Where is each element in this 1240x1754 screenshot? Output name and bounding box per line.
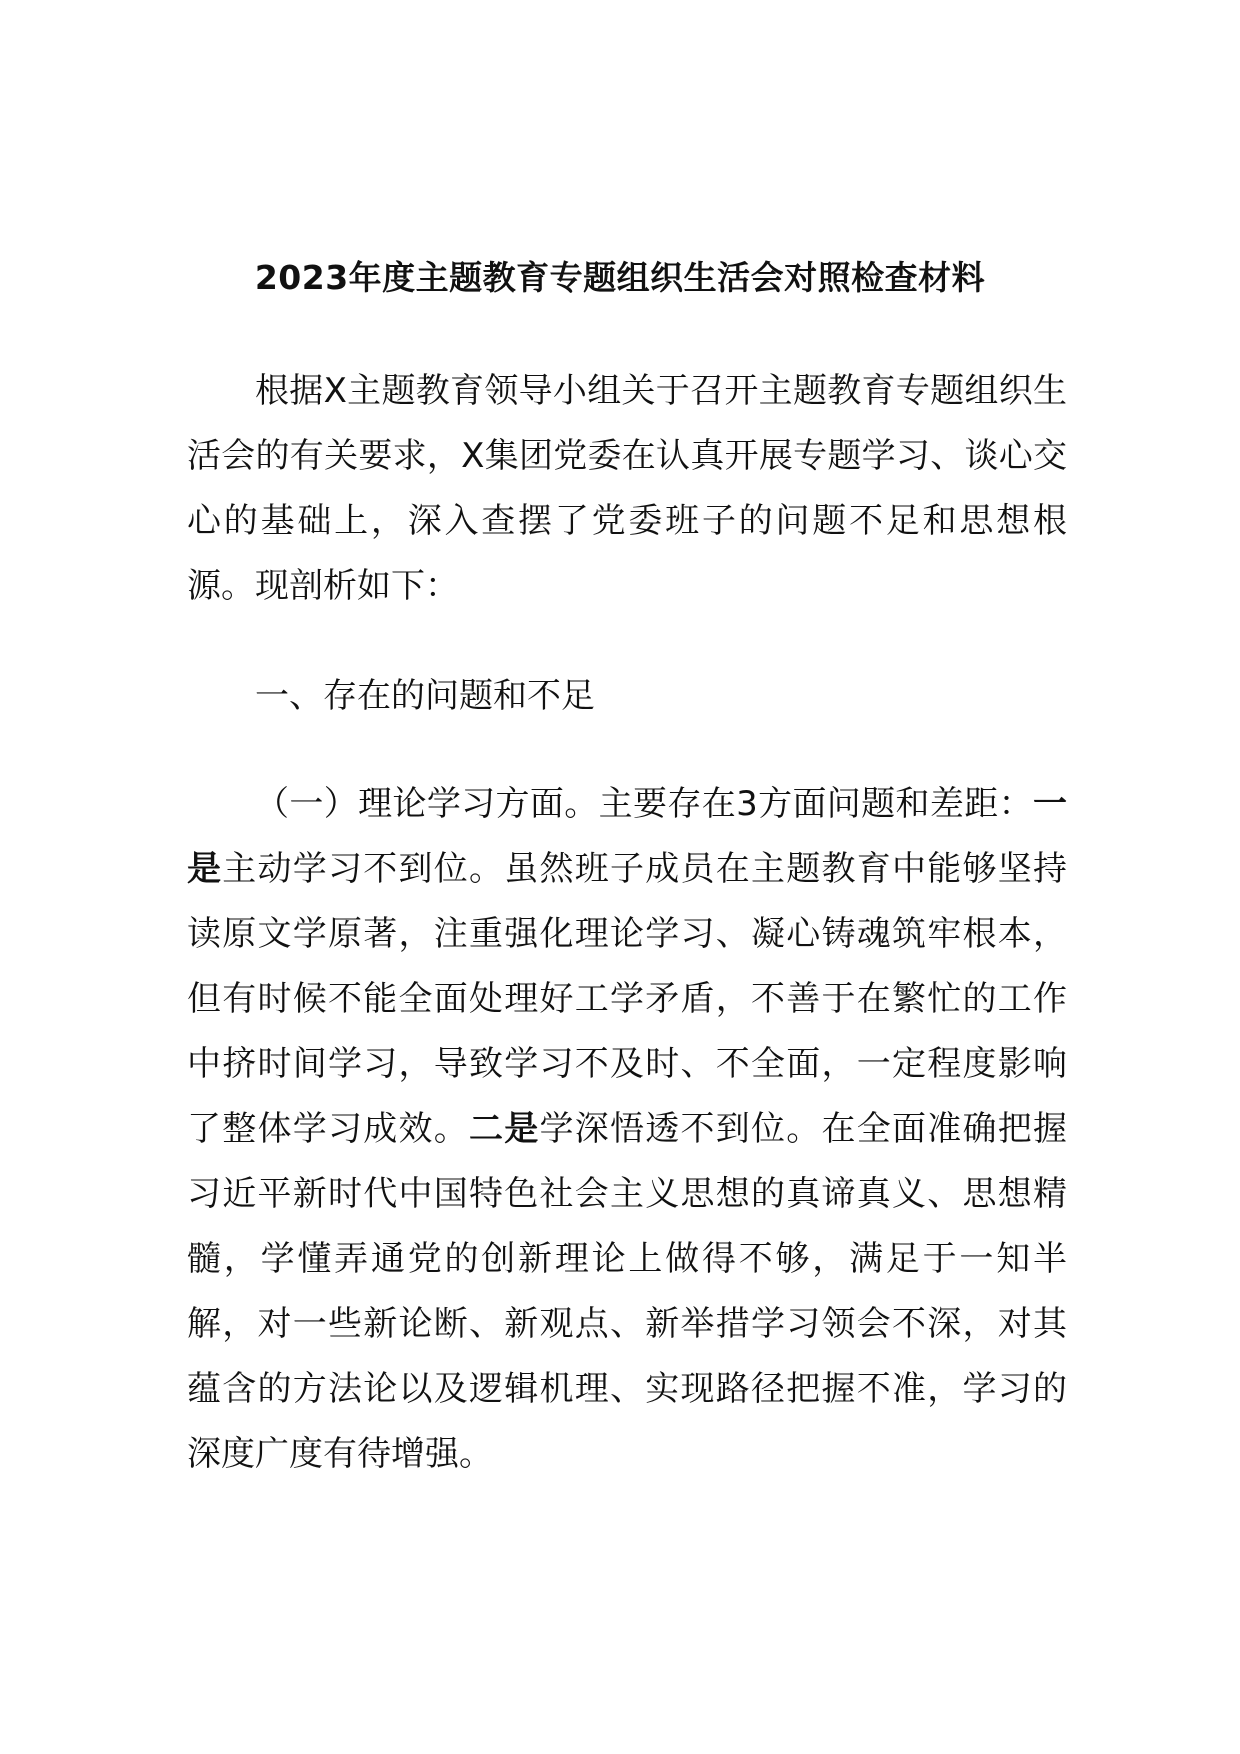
theory-study-paragraph [187,772,1067,1487]
intro-paragraph: 根据X主题教育领导小组关于召开主题教育专题组织生活会的有关要求，X集团党委在认真开展专题学习、谈心交心的基础上，深入查摆了党委班子的问题不足和思想根源。现剖析如下： [187,371,1067,606]
section-heading: 一、存在的问题和不足 [255,676,595,716]
point-one-text: 主动学习不到位。虽然班子成员在主题教育中能够坚持读原文学原著，注重强化理论学习、凝心铸魂筑牢根本，但有时候不能全面处理好工学矛盾，不善于在繁忙的工作中挤时间学习，导致学习不及时、不全面，一定程度影响了整体学习成效。 [187,849,1067,1149]
point-two-text: 学深悟透不到位。在全面准确把握习近平新时代中国特色社会主义思想的真谛真义、思想精髓，学懂弄通党的创新理论上做得不够，满足于一知半解，对一些新论断、新观点、新举措学习领会不深，对其蕴含的方法论以及逻辑机理、实现路径把握不准，学习的深度广度有待增强。 [187,1109,1067,1474]
document-title: 2023年度主题教育专题组织生活会对照检查材料 [254,258,986,297]
point-two-label: 二是 [469,1109,540,1149]
subsection-lead: （一）理论学习方面。主要存在3方面问题和差距： [255,784,1033,824]
point-one-label: 一是 [187,784,1067,889]
